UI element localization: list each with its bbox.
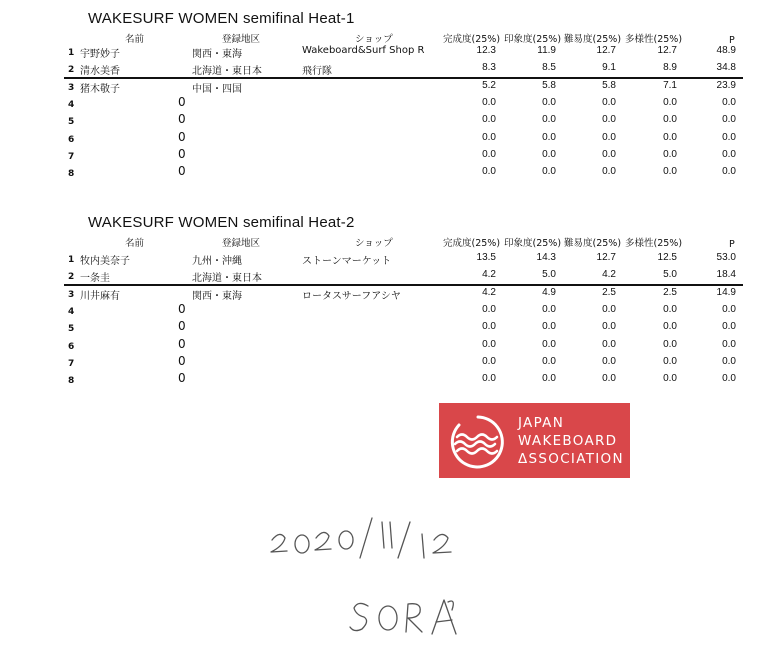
variety-score: 0.0	[663, 338, 677, 350]
rank-cell: 3	[68, 289, 75, 300]
impression-score: 5.0	[542, 269, 556, 281]
region-cell: 関西・東海	[192, 290, 242, 302]
table-row	[0, 45, 757, 62]
heat-title: WAKESURF WOMEN semifinal Heat-1	[88, 10, 355, 27]
completion-score: 0.0	[482, 338, 496, 350]
heat-title: WAKESURF WOMEN semifinal Heat-2	[88, 214, 355, 231]
region-cell: 北海道・東日本	[192, 66, 262, 78]
impression-score: 14.3	[536, 252, 556, 263]
header-completion: 完成度(25%)	[443, 34, 501, 45]
table-row	[0, 336, 757, 356]
header-points: P	[729, 35, 735, 46]
table-row	[0, 166, 757, 183]
rank-cell: 6	[68, 134, 75, 145]
header-name: 名前	[125, 34, 145, 45]
empty-mark-cell: 0	[178, 301, 186, 316]
logo-line-wakeboard: WAKEBOARD	[518, 433, 618, 449]
completion-score: 4.2	[482, 269, 496, 281]
name-cell: 牧内美奈子	[80, 256, 130, 267]
total-points: 53.0	[716, 252, 736, 263]
rank-cell: 5	[68, 117, 75, 128]
variety-score: 0.0	[663, 321, 677, 333]
total-points: 0.0	[722, 303, 736, 315]
logo-line-japan: JAPAN	[518, 415, 565, 431]
completion-score: 5.2	[482, 79, 496, 91]
completion-score: 4.2	[482, 286, 496, 298]
name-cell: 清水美香	[80, 66, 120, 78]
name-cell: 一条圭	[80, 273, 110, 285]
impression-score: 0.0	[542, 373, 556, 385]
total-points: 0.0	[722, 355, 736, 367]
completion-score: 12.3	[476, 45, 496, 56]
rank-cell: 8	[68, 169, 75, 180]
difficulty-score: 0.0	[602, 373, 616, 385]
shop-cell: ストーンマーケット	[302, 256, 392, 267]
rank-cell: 1	[68, 255, 75, 265]
total-points: 0.0	[722, 338, 736, 350]
header-variety: 多様性(25%)	[625, 238, 683, 249]
qualify-divider	[64, 284, 743, 286]
total-points: 0.0	[722, 114, 736, 126]
rank-cell: 5	[68, 324, 75, 335]
logo-line-association: ΔSSOCIATION	[518, 451, 624, 467]
difficulty-score: 0.0	[602, 96, 616, 108]
rank-cell: 3	[68, 82, 75, 93]
rank-cell: 7	[68, 151, 75, 162]
variety-score: 5.0	[663, 269, 677, 281]
completion-score: 0.0	[482, 355, 496, 367]
header-points: P	[729, 239, 735, 250]
header-name: 名前	[125, 238, 145, 249]
logo-text	[518, 414, 624, 468]
difficulty-score: 0.0	[602, 303, 616, 315]
impression-score: 0.0	[542, 166, 556, 178]
variety-score: 12.5	[657, 252, 677, 263]
variety-score: 0.0	[663, 355, 677, 367]
empty-mark-cell: 0	[178, 371, 186, 386]
table-row	[0, 321, 757, 338]
empty-mark-cell: 0	[178, 146, 186, 161]
empty-mark-cell: 0	[178, 336, 186, 351]
difficulty-score: 0.0	[602, 338, 616, 350]
shop-cell: ロータスサーフアシヤ	[302, 290, 401, 302]
header-region: 登録地区	[222, 34, 261, 45]
variety-score: 7.1	[663, 79, 677, 91]
difficulty-score: 5.8	[602, 79, 616, 91]
completion-score: 8.3	[482, 62, 496, 74]
rank-cell: 8	[68, 376, 75, 387]
impression-score: 0.0	[542, 303, 556, 315]
impression-score: 0.0	[542, 114, 556, 126]
region-cell: 関西・東海	[192, 49, 242, 60]
impression-score: 0.0	[542, 96, 556, 108]
header-difficulty: 難易度(25%)	[564, 238, 622, 249]
total-points: 0.0	[722, 131, 736, 143]
completion-score: 0.0	[482, 373, 496, 385]
variety-score: 0.0	[663, 373, 677, 385]
rank-cell: 4	[68, 99, 75, 110]
handwritten-date-signature	[250, 500, 530, 665]
total-points: 0.0	[722, 148, 736, 160]
header-impression: 印象度(25%)	[504, 238, 562, 249]
impression-score: 11.9	[537, 45, 556, 56]
completion-score: 0.0	[482, 303, 496, 315]
difficulty-score: 0.0	[602, 148, 616, 160]
impression-score: 0.0	[542, 148, 556, 160]
table-row	[0, 301, 757, 321]
variety-score: 8.9	[663, 62, 677, 74]
rank-cell: 2	[68, 65, 75, 76]
impression-score: 0.0	[542, 321, 556, 333]
header-completion: 完成度(25%)	[443, 238, 501, 249]
total-points: 0.0	[722, 321, 736, 333]
total-points: 0.0	[722, 96, 736, 108]
table-row	[0, 252, 757, 269]
impression-score: 8.5	[542, 62, 556, 74]
rank-cell: 7	[68, 358, 75, 369]
completion-score: 0.0	[482, 114, 496, 126]
completion-score: 0.0	[482, 96, 496, 108]
table-row	[0, 80, 757, 97]
jwba-logo	[439, 403, 630, 478]
table-row	[0, 287, 757, 304]
total-points: 14.9	[716, 286, 736, 298]
header-variety: 多様性(25%)	[625, 34, 683, 45]
table-row	[0, 114, 757, 131]
table-row	[0, 373, 757, 390]
table-row	[0, 129, 757, 149]
empty-mark-cell: 0	[178, 129, 186, 144]
rank-cell: 6	[68, 341, 75, 352]
empty-mark-cell: 0	[178, 353, 186, 368]
total-points: 0.0	[722, 166, 736, 178]
variety-score: 0.0	[663, 303, 677, 315]
empty-mark-cell: 0	[178, 164, 186, 179]
completion-score: 0.0	[482, 131, 496, 143]
variety-score: 0.0	[663, 131, 677, 143]
total-points: 48.9	[716, 45, 736, 56]
difficulty-score: 0.0	[602, 131, 616, 143]
difficulty-score: 4.2	[602, 269, 616, 281]
difficulty-score: 0.0	[602, 114, 616, 126]
variety-score: 12.7	[657, 45, 677, 56]
name-cell: 猪木敬子	[80, 83, 120, 95]
rank-cell: 1	[68, 48, 75, 58]
impression-score: 5.8	[542, 79, 556, 91]
header-shop: ショップ	[355, 34, 393, 45]
shop-cell: 飛行隊	[302, 66, 332, 78]
difficulty-score: 12.7	[596, 252, 616, 263]
total-points: 18.4	[716, 269, 736, 281]
table-row	[0, 94, 757, 114]
wave-logo-icon	[449, 413, 507, 469]
qualify-divider	[64, 77, 743, 79]
difficulty-score: 9.1	[602, 62, 616, 74]
variety-score: 0.0	[663, 148, 677, 160]
total-points: 23.9	[716, 79, 736, 91]
name-cell: 川井麻有	[80, 290, 120, 302]
completion-score: 0.0	[482, 321, 496, 333]
header-region: 登録地区	[222, 238, 261, 249]
difficulty-score: 2.5	[602, 286, 616, 298]
impression-score: 0.0	[542, 355, 556, 367]
completion-score: 0.0	[482, 166, 496, 178]
header-impression: 印象度(25%)	[504, 34, 562, 45]
header-shop: ショップ	[355, 238, 393, 249]
difficulty-score: 0.0	[602, 355, 616, 367]
completion-score: 13.5	[476, 252, 496, 263]
total-points: 0.0	[722, 373, 736, 385]
difficulty-score: 0.0	[602, 166, 616, 178]
empty-mark-cell: 0	[178, 94, 186, 109]
table-row	[0, 146, 757, 166]
difficulty-score: 12.7	[596, 45, 616, 56]
region-cell: 北海道・東日本	[192, 273, 262, 285]
name-cell: 宇野妙子	[80, 49, 120, 60]
rank-cell: 4	[68, 306, 75, 317]
total-points: 34.8	[716, 62, 736, 74]
variety-score: 0.0	[663, 96, 677, 108]
shop-cell: Wakeboard&Surf Shop R	[302, 45, 425, 56]
impression-score: 0.0	[542, 131, 556, 143]
variety-score: 0.0	[663, 114, 677, 126]
variety-score: 0.0	[663, 166, 677, 178]
completion-score: 0.0	[482, 148, 496, 160]
empty-mark-cell: 0	[178, 319, 186, 334]
difficulty-score: 0.0	[602, 321, 616, 333]
impression-score: 0.0	[542, 338, 556, 350]
empty-mark-cell: 0	[178, 112, 186, 127]
variety-score: 2.5	[663, 286, 677, 298]
impression-score: 4.9	[542, 286, 556, 298]
table-row	[0, 353, 757, 373]
region-cell: 中国・四国	[192, 83, 242, 95]
header-difficulty: 難易度(25%)	[564, 34, 622, 45]
rank-cell: 2	[68, 272, 75, 283]
region-cell: 九州・沖縄	[192, 256, 242, 267]
